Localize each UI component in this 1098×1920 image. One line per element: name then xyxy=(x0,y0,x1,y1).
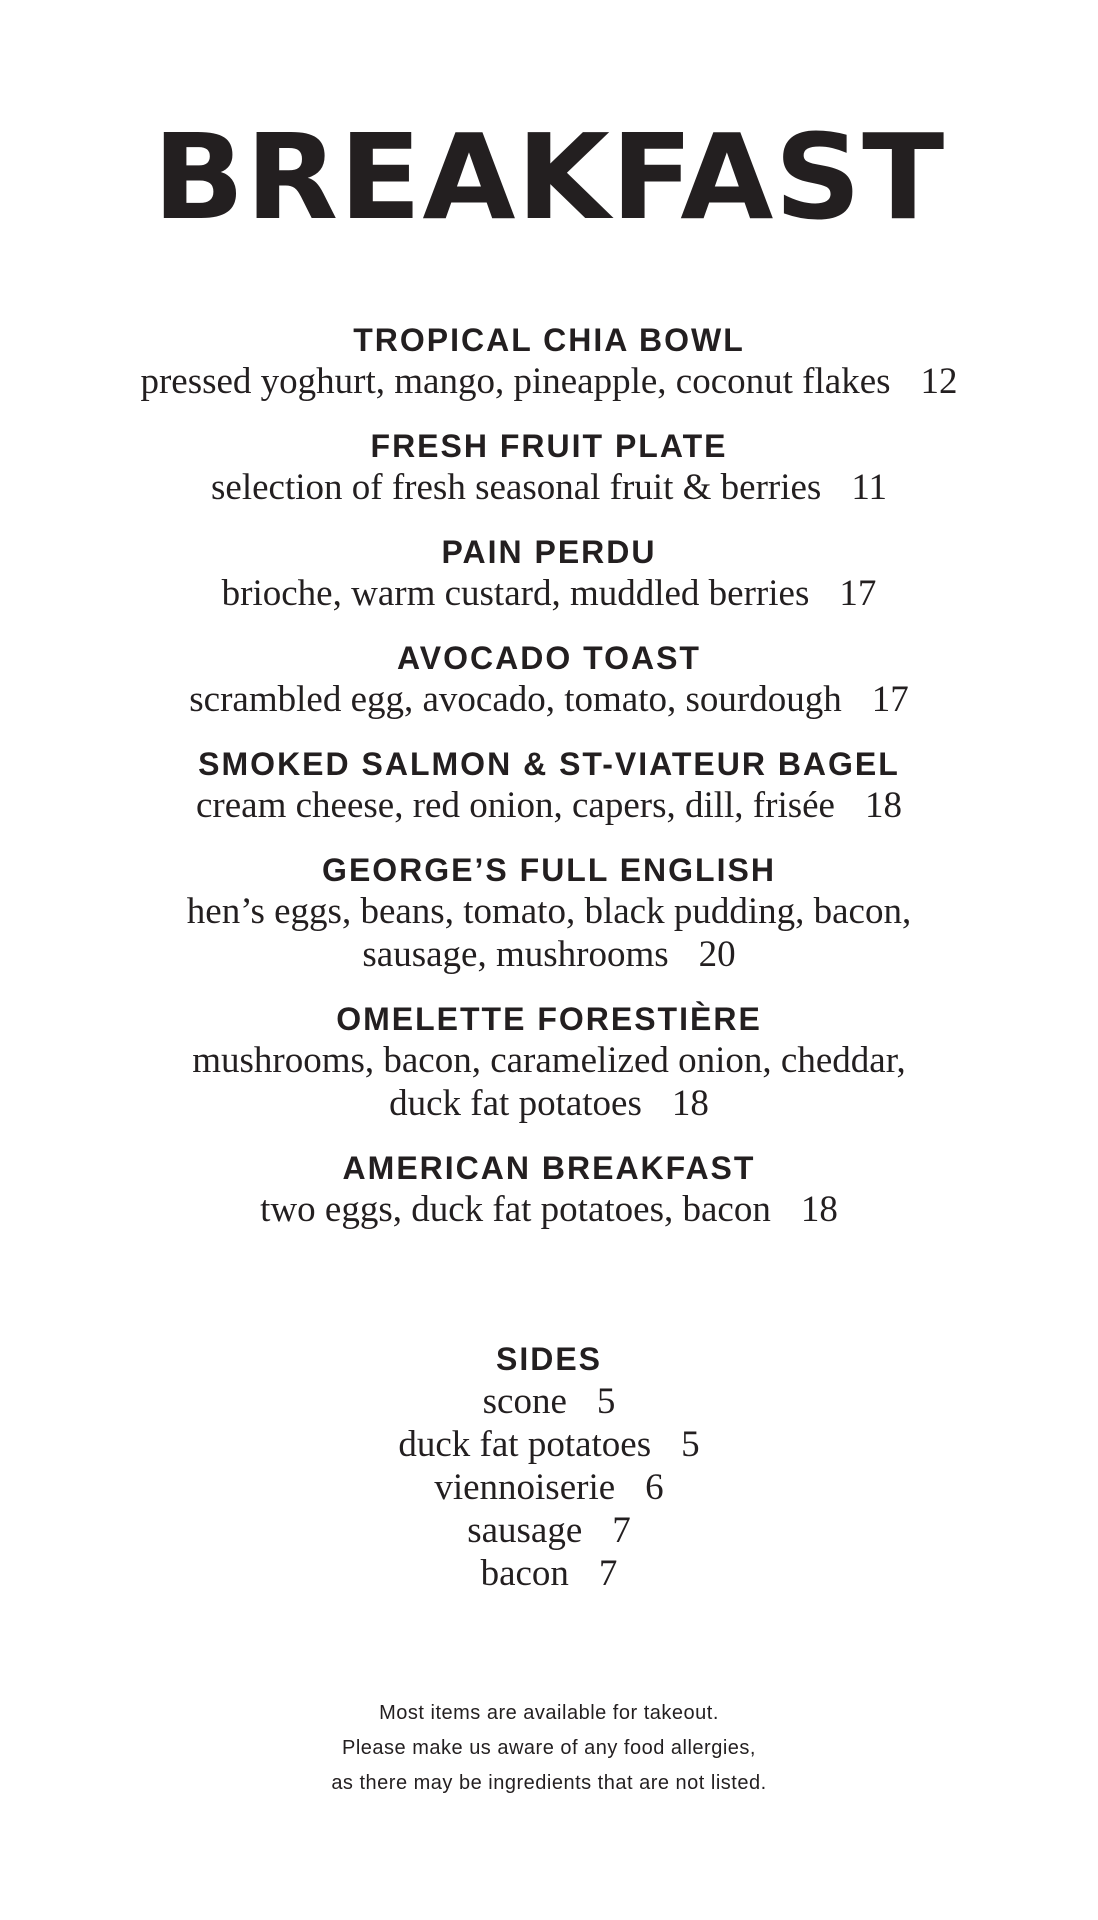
item-desc-line xyxy=(150,1082,948,1125)
sides-section xyxy=(0,1338,1098,1595)
menu-list xyxy=(0,320,1098,1254)
side-name: viennoiserie xyxy=(434,1467,616,1508)
menu-item xyxy=(0,1148,1098,1231)
item-price: 17 xyxy=(871,679,909,720)
item-price: 17 xyxy=(839,573,877,614)
item-description xyxy=(0,466,1098,509)
sides-title: SIDES xyxy=(495,1341,603,1377)
item-name: AMERICAN BREAKFAST xyxy=(342,1150,756,1186)
item-price: 18 xyxy=(671,1083,709,1124)
item-desc-text: scrambled egg, avocado, tomato, sourdough xyxy=(189,679,842,720)
item-description xyxy=(0,784,1098,827)
side-item xyxy=(0,1552,1098,1595)
side-item xyxy=(0,1380,1098,1423)
item-description xyxy=(0,1188,1098,1231)
item-name: PAIN PERDU xyxy=(441,534,657,570)
side-item xyxy=(0,1466,1098,1509)
item-desc-text: brioche, warm custard, muddled berries xyxy=(221,573,810,614)
item-desc-line xyxy=(150,933,948,976)
item-price: 18 xyxy=(864,785,902,826)
menu-item xyxy=(0,999,1098,1125)
side-price: 5 xyxy=(681,1424,700,1465)
item-description xyxy=(0,360,1098,403)
side-item xyxy=(0,1423,1098,1466)
menu-item xyxy=(0,744,1098,827)
item-desc-text: sausage, mushrooms xyxy=(362,934,669,975)
item-price: 12 xyxy=(920,361,958,402)
menu-item xyxy=(0,850,1098,976)
item-desc-text: selection of fresh seasonal fruit & berries xyxy=(211,467,822,508)
menu-item xyxy=(0,426,1098,509)
item-description xyxy=(0,678,1098,721)
side-name: duck fat potatoes xyxy=(398,1424,652,1465)
item-price: 11 xyxy=(851,467,887,508)
menu-item xyxy=(0,320,1098,403)
item-desc-text: duck fat potatoes xyxy=(389,1083,642,1124)
side-price: 7 xyxy=(598,1553,618,1594)
item-description xyxy=(0,890,1098,976)
item-name: GEORGE’S FULL ENGLISH xyxy=(322,852,776,888)
item-desc-line: hen’s eggs, beans, tomato, black pudding, bacon, xyxy=(186,891,912,932)
item-price: 20 xyxy=(698,934,736,975)
item-name: SMOKED SALMON & ST-VIATEUR BAGEL xyxy=(198,746,900,782)
menu-item xyxy=(0,638,1098,721)
side-name: sausage xyxy=(467,1510,583,1551)
side-name: bacon xyxy=(480,1553,569,1594)
item-name: TROPICAL CHIA BOWL xyxy=(353,322,745,358)
side-price: 5 xyxy=(596,1381,616,1422)
side-price: 6 xyxy=(645,1467,664,1508)
item-desc-text: cream cheese, red onion, capers, dill, frisée xyxy=(196,785,835,826)
side-name: scone xyxy=(482,1381,567,1422)
item-price: 18 xyxy=(800,1189,838,1230)
side-item xyxy=(0,1509,1098,1552)
item-description xyxy=(0,1039,1098,1125)
side-price: 7 xyxy=(612,1510,631,1551)
item-name: FRESH FRUIT PLATE xyxy=(370,428,728,464)
footer-line: Please make us aware of any food allergies, xyxy=(342,1737,756,1759)
item-description xyxy=(0,572,1098,615)
item-desc-text: two eggs, duck fat potatoes, bacon xyxy=(260,1189,771,1230)
page-title: BREAKFAST xyxy=(152,108,946,246)
menu-item xyxy=(0,532,1098,615)
item-desc-text: pressed yoghurt, mango, pineapple, coconut flakes xyxy=(140,361,891,402)
item-desc-line: mushrooms, bacon, caramelized onion, cheddar, xyxy=(192,1040,906,1081)
footer-line: as there may be ingredients that are not listed. xyxy=(331,1772,767,1794)
footer-line: Most items are available for takeout. xyxy=(379,1702,719,1724)
item-name: AVOCADO TOAST xyxy=(397,640,701,676)
footer-note xyxy=(0,1696,1098,1801)
item-name: OMELETTE FORESTIÈRE xyxy=(336,1001,762,1037)
